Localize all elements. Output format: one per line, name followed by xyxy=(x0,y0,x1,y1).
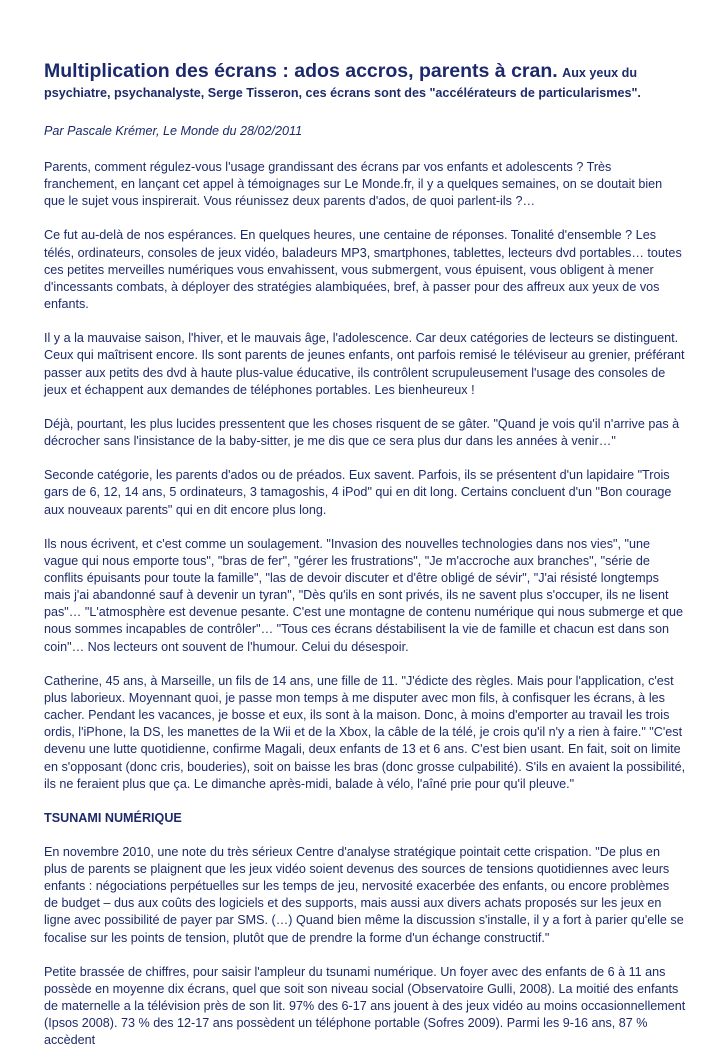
paragraph: Ils nous écrivent, et c'est comme un soulagement. "Invasion des nouvelles technologies dans nos vies", "une vague qui nous emporte tous", "bras de fer", "gérer les frustrations", "Je m'accroche aux branches", "série de conflits épuisants pour toute la famille", "las de devoir discuter et d'être obligé de sévir", "J'ai résisté longtemps mais j'ai abandonné sauf à devenir un tyran", "Dès qu'ils en sont privés, ils ne savent plus s'occuper, ils ne lisent pas"… "L'atmosphère est devenue pesante. C'est une montagne de contenu numérique qui nous submerge et que nous sommes incapables de contrôler"… "Tous ces écrans déstabilisent la vie de famille et chacun est dans son coin"… Nos lecteurs ont souvent de l'humour. Celui du désespoir. xyxy=(44,536,683,654)
paragraph: Il y a la mauvaise saison, l'hiver, et le mauvais âge, l'adolescence. Car deux catégories de lecteurs se distinguent. Ceux qui maîtrisent encore. Ils sont parents de jeunes enfants, ont parfois remisé le téléviseur au grenier, préférant passer aux petits des dvd à haute plus-value éducative, ils contrôlent scrupuleusement l'usage des consoles de jeux et échappent aux demandes de téléphones portables. Les bienheureux ! xyxy=(44,331,685,397)
paragraph: Petite brassée de chiffres, pour saisir l'ampleur du tsunami numérique. Un foyer avec des enfants de 6 à 11 ans possède en moyenne dix écrans, quel que soit son niveau social (Observatoire Gulli, 2008). La moitié des enfants de maternelle a la télévision près de son lit. 97% des 6-17 ans jouent à des jeux vidéo au moins occasionnellement (Ipsos 2008). 73 % des 12-17 ans possèdent un téléphone portable (Sofres 2009). Parmi les 9-16 ans, 87 % accèdent xyxy=(44,964,686,1048)
paragraph: En novembre 2010, une note du très sérieux Centre d'analyse stratégique pointait cette crispation. "De plus en plus de parents se plaignent que les jeux vidéo soient devenus des sources de tensions quotidiennes avec leurs enfants : négociations perpétuelles sur les temps de jeu, nervosité exacerbée des enfants, ou encore problèmes de budget – dus aux coûts des logiciels et des supports, mais aussi aux divers achats proposés sur les jeux en ligne avec possibilité de payer par SMS. (…) Quand bien même la discussion s'installe, il y a fort à parier qu'elle se focalise sur les points de tension, plutôt que de prendre la forme d'un échange constructif." xyxy=(44,844,684,945)
article-subtitle: Aux yeux du psychiatre, psychanalyste, Serge Tisseron, ces écrans sont des "accélérateurs de particularismes". xyxy=(44,66,641,100)
paragraph: Ce fut au-delà de nos espérances. En quelques heures, une centaine de réponses. Tonalité d'ensemble ? Les télés, ordinateurs, consoles de jeux vidéo, baladeurs MP3, smartphones, tablettes, lecteurs dvd portables… toutes ces petites merveilles numériques vous envahissent, vous submergent, vous épuisent, vous obligent à mener d'incessants combats, à déployer des stratégies alambiquées, bref, à passer pour des affreux aux yeux de vos enfants. xyxy=(44,228,682,312)
article-title-block xyxy=(44,62,686,103)
paragraph: Seconde catégorie, les parents d'ados ou de préados. Eux savent. Parfois, ils se présentent d'un lapidaire "Trois gars de 6, 12, 14 ans, 5 ordinateurs, 3 tamagoshis, 4 iPod" qui en dit long. Certains concluent d'un "Bon courage aux nouveaux parents" qui en dit encore plus long. xyxy=(44,468,672,517)
paragraph: Déjà, pourtant, les plus lucides pressentent que les choses risquent de se gâter. "Quand je vois qu'il n'arrive pas à décrocher sans l'insistance de la baby-sitter, je me dis que ce sera plus dur dans les années à venir…" xyxy=(44,416,680,449)
section-heading: TSUNAMI NUMÉRIQUE xyxy=(44,810,182,825)
paragraph: Catherine, 45 ans, à Marseille, un fils de 14 ans, une fille de 11. "J'édicte des règles. Mais pour l'application, c'est plus laborieux. Moyennant quoi, je passe mon temps à me disputer avec mon fils, à confisquer les écrans, à les cacher. Pendant les vacances, je bosse et eux, ils sont à la maison. Donc, à moins d'emporter au travail les trois ordis, l'iPhone, la DS, les manettes de la Wii et de la Xbox, la câble de la télé, je crois qu'il n'y a rien à faire." "C'est devenu une lutte quotidienne, confirme Magali, deux enfants de 13 et 6 ans. C'est bien usant. En fait, soit on limite en s'opposant (donc cris, bouderies), soit on baisse les bras (donc grosse culpabilité). S'ils en avaient la possibilité, ils ne feraient plus que ça. Le dimanche après-midi, balade à vélo, l'aîné prie pour qu'il pleuve." xyxy=(44,673,686,791)
article-byline: Par Pascale Krémer, Le Monde du 28/02/2011 xyxy=(44,124,303,138)
paragraph: Parents, comment régulez-vous l'usage grandissant des écrans par vos enfants et adolescents ? Très franchement, en lançant cet appel à témoignages sur Le Monde.fr, il y a quelques semaines, on se doutait bien que le sujet vous inspirerait. Vous réunissez deux parents d'ados, de quoi parlent-ils ?… xyxy=(44,160,663,209)
article-title: Multiplication des écrans : ados accros, parents à cran. xyxy=(44,60,558,82)
